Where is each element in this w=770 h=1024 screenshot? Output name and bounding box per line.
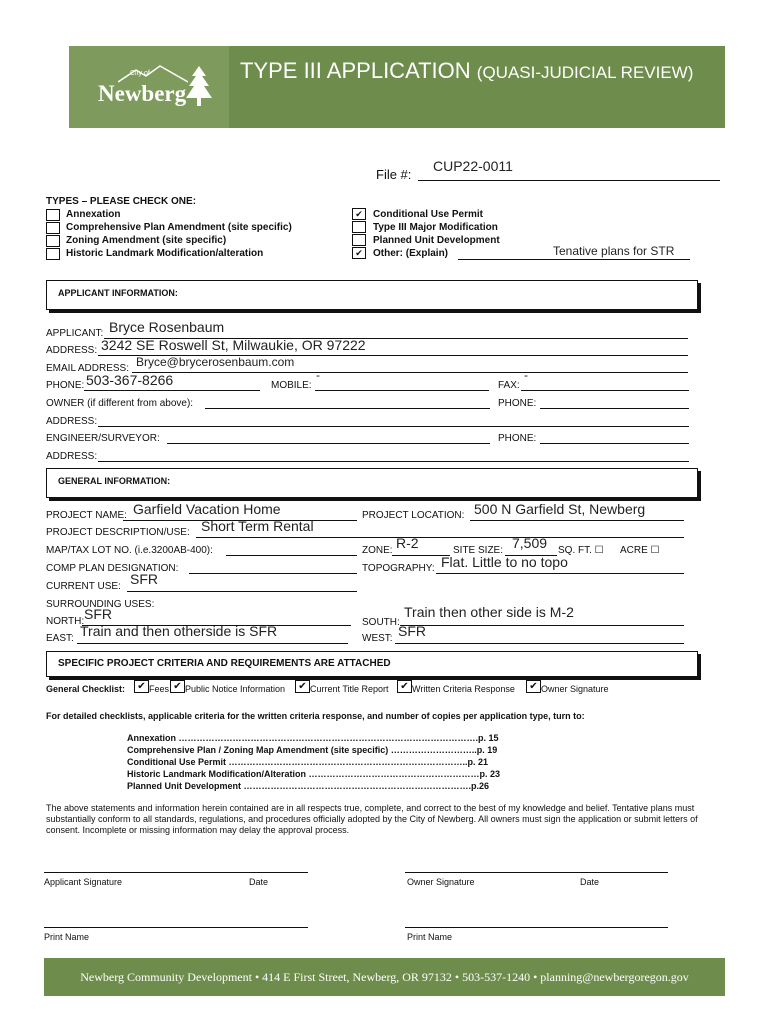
toc-conditional-use: Conditional Use Permit ……………………………………………………………………..p. 21: [127, 757, 489, 767]
checklist-fees-label: Fees: [149, 684, 170, 694]
engineer-phone-label: PHONE:: [498, 433, 537, 444]
engineer-address-label: ADDRESS:: [46, 451, 98, 462]
type-major-mod-label: Type III Major Modification: [373, 222, 498, 233]
checkbox-pud[interactable]: [352, 234, 366, 246]
checklist-notice-label: Public Notice Information: [185, 684, 286, 694]
applicant-value[interactable]: Bryce Rosenbaum: [109, 319, 225, 335]
phone-line: [84, 390, 260, 391]
map-line: [226, 555, 357, 556]
checkbox-historic[interactable]: [46, 248, 60, 260]
project-desc-label: PROJECT DESCRIPTION/USE:: [46, 527, 190, 538]
project-desc-value[interactable]: Short Term Rental: [201, 518, 314, 534]
mobile-label: MOBILE:: [271, 380, 312, 391]
site-size-value[interactable]: 7,509: [512, 535, 548, 551]
checkbox-annexation[interactable]: [46, 209, 60, 221]
checkbox-conditional-use[interactable]: ✔: [352, 208, 366, 220]
south-label: SOUTH:: [362, 617, 400, 628]
current-use-value[interactable]: SFR: [130, 571, 158, 587]
criteria-section-title: SPECIFIC PROJECT CRITERIA AND REQUIREMENTS ARE ATTACHED: [58, 658, 391, 669]
file-value[interactable]: CUP22-0011: [433, 158, 513, 174]
checkbox-other[interactable]: ✔: [352, 247, 366, 259]
south-value[interactable]: Train then other side is M-2: [404, 604, 574, 620]
project-location-line: [470, 520, 684, 521]
acre-label[interactable]: ACRE ☐: [620, 545, 660, 556]
file-label: File #:: [376, 167, 412, 182]
east-label: EAST:: [46, 633, 74, 644]
checklist-owner-label: Owner Signature: [541, 684, 609, 694]
applicant-sig-label: Applicant Signature: [44, 877, 123, 887]
detailed-text: For detailed checklists, applicable criteria for the written criteria response, and number of copies per application type, turn to:: [46, 711, 585, 721]
map-label: MAP/TAX LOT NO. (i.e.3200AB-400):: [46, 545, 213, 556]
east-value[interactable]: Train and then otherside is SFR: [80, 623, 278, 639]
fax-label: FAX:: [498, 380, 520, 391]
site-size-label: SITE SIZE:: [453, 545, 504, 556]
engineer-label: ENGINEER/SURVEYOR:: [46, 433, 160, 444]
topography-line: [436, 573, 684, 574]
mobile-value[interactable]: -: [316, 368, 320, 382]
checklist-fees-checkbox[interactable]: ✔: [134, 680, 149, 693]
logo-city: City of: [130, 70, 150, 77]
project-name-value[interactable]: Garfield Vacation Home: [133, 501, 281, 517]
sqft-label[interactable]: SQ. FT. ☐: [558, 545, 604, 556]
owner-address-line: [98, 426, 689, 427]
fax-line: [521, 390, 689, 391]
owner-label: OWNER (if different from above):: [46, 398, 194, 409]
current-use-line: [127, 591, 357, 592]
comp-plan-label: COMP PLAN DESIGNATION:: [46, 563, 179, 574]
checklist-owner-checkbox[interactable]: ✔: [526, 680, 541, 693]
owner-phone-line: [540, 408, 689, 409]
other-line: [458, 259, 690, 260]
tree-icon: [186, 66, 212, 106]
checklist-notice-checkbox[interactable]: ✔: [170, 680, 185, 693]
print1-line: [44, 927, 308, 928]
toc-historic: Historic Landmark Modification/Alteration …………………………………………………p. 23: [127, 769, 501, 779]
date2-label: Date: [580, 877, 600, 887]
north-value[interactable]: SFR: [84, 606, 112, 622]
west-line: [395, 643, 684, 644]
project-location-value[interactable]: 500 N Garfield St, Newberg: [474, 501, 646, 517]
general-section-title: GENERAL INFORMATION:: [58, 476, 171, 486]
surrounding-label: SURROUNDING USES:: [46, 599, 155, 610]
phone-value[interactable]: 503-367-8266: [86, 372, 174, 388]
print1-label: Print Name: [44, 932, 90, 942]
east-line: [77, 643, 348, 644]
applicant-sig-line: [44, 872, 308, 873]
types-heading: TYPES – PLEASE CHECK ONE:: [46, 196, 197, 207]
logo-name: Newberg: [98, 81, 187, 106]
checklist-title-label: Current Title Report: [310, 684, 389, 694]
checkbox-major-mod[interactable]: [352, 221, 366, 233]
checkbox-comp-plan[interactable]: [46, 222, 60, 234]
checkbox-zoning[interactable]: [46, 235, 60, 247]
checklist-written-label: Written Criteria Response: [412, 684, 515, 694]
owner-line: [205, 408, 490, 409]
owner-address-label: ADDRESS:: [46, 416, 98, 427]
address-value[interactable]: 3242 SE Roswell St, Milwaukie, OR 97222: [101, 337, 366, 353]
email-line: [132, 372, 688, 373]
title-main: TYPE III APPLICATION: [240, 58, 471, 83]
owner-sig-label: Owner Signature: [407, 877, 475, 887]
owner-sig-line: [405, 872, 668, 873]
comp-plan-line: [189, 573, 357, 574]
checklist-label: General Checklist:: [46, 684, 126, 694]
toc-comp-plan: Comprehensive Plan / Zoning Map Amendment (site specific) ………………………..p. 19: [127, 745, 498, 755]
current-use-label: CURRENT USE:: [46, 581, 121, 592]
engineer-phone-line: [540, 443, 689, 444]
owner-phone-label: PHONE:: [498, 398, 537, 409]
toc-pud: Planned Unit Development ………………………………………………………………….p.26: [127, 781, 490, 791]
applicant-section-title: APPLICANT INFORMATION:: [58, 288, 178, 298]
type-zoning-label: Zoning Amendment (site specific): [66, 235, 227, 246]
checklist-written-checkbox[interactable]: ✔: [397, 680, 412, 693]
applicant-label: APPLICANT:: [46, 328, 104, 339]
project-location-label: PROJECT LOCATION:: [362, 510, 465, 521]
statement-text: The above statements and information herein contained are in all respects true, complete, and correct to the best of my knowledge and belief. Tentative plans must substantially conform to all standards, regulations, and procedures officially adopted by the City of Newberg. All owners must sign the application or submit letters of consent. Incomplete or missing information may delay the approval process.: [46, 803, 698, 835]
toc-annexation: Annexation ……………………………………………………………………………………….p. 15: [127, 733, 499, 743]
type-other-label: Other: (Explain): [373, 248, 449, 259]
south-line: [400, 625, 684, 626]
type-historic-label: Historic Landmark Modification/alteration: [66, 248, 264, 259]
type-comp-plan-label: Comprehensive Plan Amendment (site specific): [66, 222, 292, 233]
west-label: WEST:: [362, 633, 393, 644]
print2-label: Print Name: [407, 932, 453, 942]
footer-contact: Newberg Community Development • 414 E First Street, Newberg, OR 97132 • 503-537-1240 • planning@newbergoregon.gov: [44, 958, 725, 996]
file-line: [418, 180, 720, 181]
page-title: [240, 58, 693, 84]
other-value[interactable]: Tenative plans for STR: [553, 244, 675, 258]
email-label: EMAIL ADDRESS:: [46, 363, 129, 374]
project-desc-line: [196, 537, 684, 538]
engineer-line: [167, 443, 490, 444]
print2-line: [405, 927, 668, 928]
type-conditional-use-label: Conditional Use Permit: [373, 209, 484, 220]
topography-value[interactable]: Flat. Little to no topo: [441, 554, 568, 570]
topography-label: TOPOGRAPHY:: [362, 563, 435, 574]
mobile-line: [315, 390, 489, 391]
north-label: NORTH:: [46, 616, 85, 627]
checklist-title-checkbox[interactable]: ✔: [295, 680, 310, 693]
zone-label: ZONE:: [362, 545, 393, 556]
west-value[interactable]: SFR: [398, 623, 426, 639]
fax-value[interactable]: -: [524, 368, 528, 382]
engineer-address-line: [98, 461, 689, 462]
type-annexation-label: Annexation: [66, 209, 121, 220]
zone-value[interactable]: R-2: [396, 535, 419, 551]
phone-label: PHONE:: [46, 380, 85, 391]
title-sub: (QUASI-JUDICIAL REVIEW): [476, 63, 694, 82]
email-value[interactable]: Bryce@brycerosenbaum.com: [136, 355, 295, 369]
project-name-label: PROJECT NAME:: [46, 510, 127, 521]
type-pud-label: Planned Unit Development: [373, 235, 500, 246]
address-label: ADDRESS:: [46, 345, 98, 356]
date1-label: Date: [249, 877, 269, 887]
